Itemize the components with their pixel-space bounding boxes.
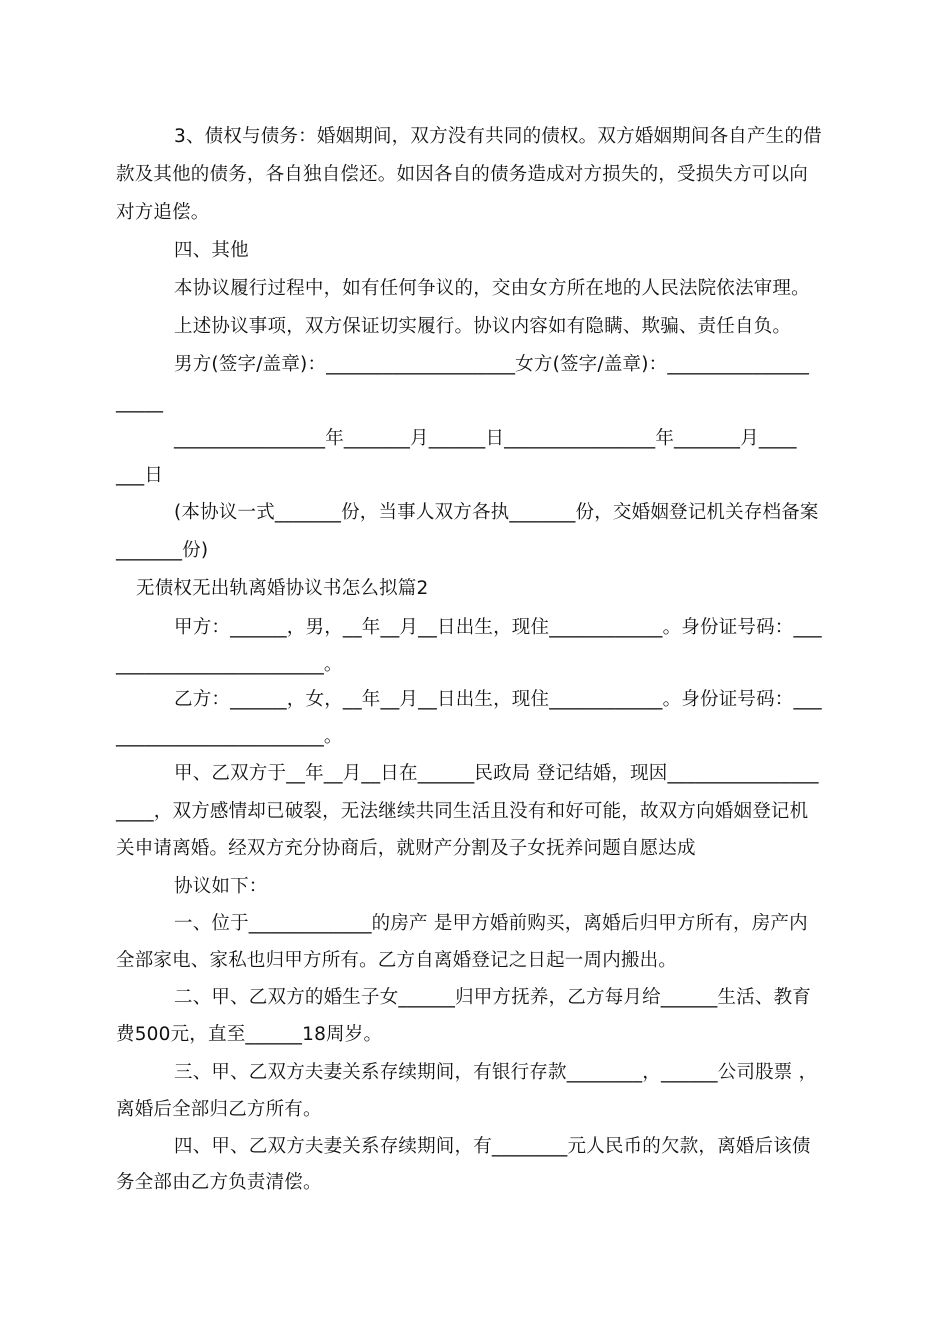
date-line: ___日 [116, 465, 164, 486]
party-b-line: 乙方：______，女，__年__月__日出生，现住____________。身份证号码：___ [174, 689, 822, 710]
party-a-line: ______________________。 [116, 654, 343, 675]
paragraph-line: 上述协议事项，双方保证切实履行。协议内容如有隐瞒、欺骗、责任自负。 [174, 316, 792, 337]
section-heading: 四、其他 [174, 240, 249, 261]
paragraph-line: ____，双方感情却已破裂，无法继续共同生活且没有和好可能，故双方向婚姻登记机 [116, 801, 809, 822]
paragraph-line: 务全部由乙方负责清偿。 [116, 1172, 322, 1193]
paragraph-line: 款及其他的债务，各自独自偿还。如因各自的债务造成对方损失的，受损失方可以向 [116, 164, 808, 185]
section-title: 无债权无出轨离婚协议书怎么拟篇2 [136, 578, 429, 599]
paragraph-line: 3、债权与债务：婚姻期间，双方没有共同的债权。双方婚姻期间各自产生的借 [174, 126, 822, 147]
paragraph-line: 三、甲、乙双方夫妻关系存续期间，有银行存款________，______公司股票 ， [174, 1062, 818, 1083]
signature-line: 男方(签字/盖章)：____________________女方(签字/盖章)：_______________ [174, 354, 810, 375]
paragraph-line: _______份) [116, 540, 209, 561]
signature-line: _____ [116, 392, 164, 413]
paragraph-line: 二、甲、乙双方的婚生子女______归甲方抚养，乙方每月给______生活、教育 [174, 987, 812, 1008]
paragraph-line: 协议如下： [174, 876, 268, 897]
paragraph-line: 费500元，直至______18周岁。 [116, 1024, 383, 1045]
paragraph-line: 关申请离婚。经双方充分协商后，就财产分割及子女抚养问题自愿达成 [116, 838, 696, 859]
paragraph-line: 全部家电、家私也归甲方所有。乙方自离婚登记之日起一周内搬出。 [116, 950, 678, 971]
party-b-line: ______________________。 [116, 726, 343, 747]
paragraph-line: 对方追偿。 [116, 202, 210, 223]
party-a-line: 甲方：______，男，__年__月__日出生，现住____________。身份证号码：___ [174, 617, 822, 638]
paragraph-line: 四、甲、乙双方夫妻关系存续期间，有________元人民币的欠款，离婚后该债 [174, 1136, 811, 1157]
paragraph-line: (本协议一式_______份，当事人双方各执_______份，交婚姻登记机关存档备案 [174, 502, 819, 523]
date-line: ________________年_______月______日________________年_______月____ [174, 428, 797, 449]
paragraph-line: 甲、乙双方于__年__月__日在______民政局 登记结婚，现因________________ [174, 763, 819, 784]
paragraph-line: 本协议履行过程中，如有任何争议的，交由女方所在地的人民法院依法审理。 [174, 278, 810, 299]
paragraph-line: 一、位于_____________的房产 是甲方婚前购买，离婚后归甲方所有，房产内 [174, 913, 808, 934]
paragraph-line: 离婚后全部归乙方所有。 [116, 1099, 322, 1120]
